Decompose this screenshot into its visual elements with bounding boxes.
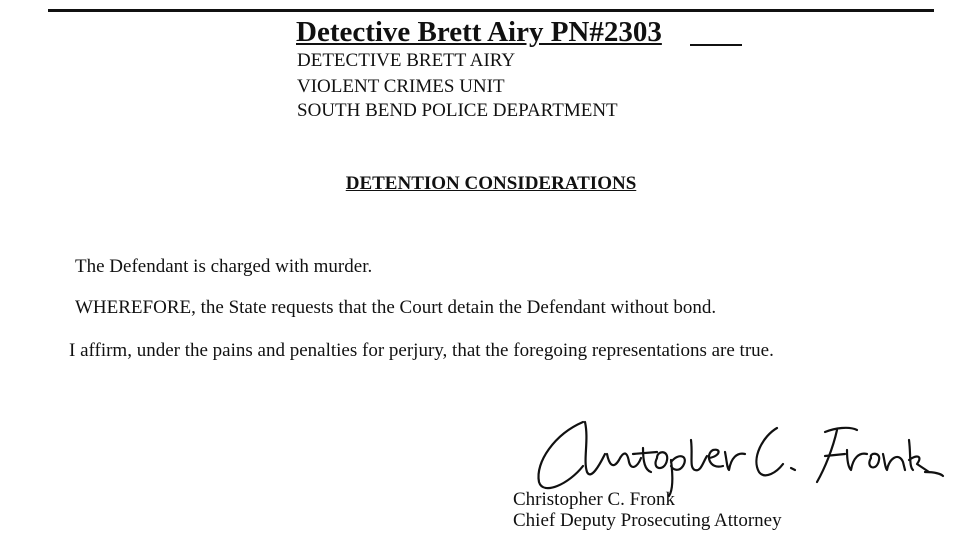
detective-name-heading: Detective Brett Airy PN#2303 <box>296 16 662 48</box>
top-rule <box>48 9 934 12</box>
charge-paragraph: The Defendant is charged with murder. <box>75 256 373 277</box>
heading-blank-line <box>690 44 742 46</box>
section-title: DETENTION CONSIDERATIONS <box>345 173 637 194</box>
signer-name: Christopher C. Fronk <box>513 489 676 510</box>
wherefore-paragraph: WHEREFORE, the State requests that the Court detain the Defendant without bond. <box>75 297 717 318</box>
handwritten-signature <box>525 410 945 498</box>
detective-name-line: DETECTIVE BRETT AIRY <box>297 50 516 71</box>
signer-title: Chief Deputy Prosecuting Attorney <box>513 510 782 531</box>
unit-line: VIOLENT CRIMES UNIT <box>297 76 505 97</box>
department-line: SOUTH BEND POLICE DEPARTMENT <box>297 100 618 121</box>
affirmation-paragraph: I affirm, under the pains and penalties for perjury, that the foregoing representations are true. <box>69 340 774 361</box>
